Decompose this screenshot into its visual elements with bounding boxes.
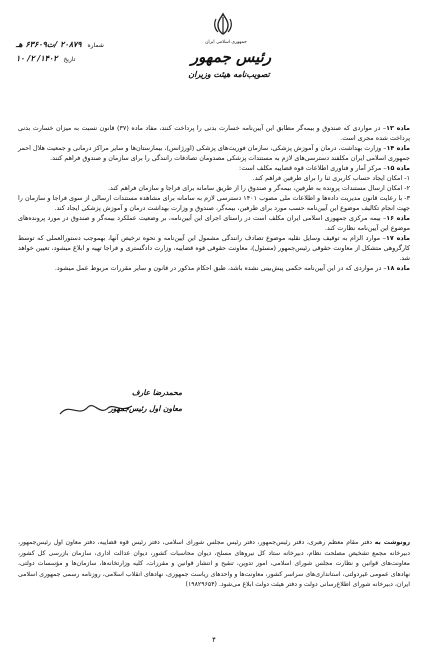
articles-body	[18, 123, 410, 273]
letter-date-row	[16, 54, 77, 63]
cc-list: دفتر مقام معظم رهبری، دفتر رئیس‌جمهور، دفتر رئیس مجلس شورای اسلامی، دفتر رئیس قوه قضاییه، دفتر معاون اول رئیس‌جمهور، دبیرخانه مجمع تشخیص مصلحت نظام، دبیرخانه ستاد کل نیروهای مسلح، دیوان محاسبات کشور، دیوان عدالت اداری، سازمان بازرسی کل کشور، معاونت‌های قوانین و نظارت مجلس شورای اسلامی، امور تدوین، تنقیح و انتشار قوانین و مقررات، کلیه وزارتخانه‌ها، سازمان‌ها و مؤسسات دولتی، نهادهای عمومی غیردولتی، استانداری‌های سراسر کشور، معاونت‌ها و واحدهای ریاست جمهوری، نهادهای انقلاب اسلامی، روزنامه رسمی جمهوری اسلامی ایران، دبیرخانه شورای اطلاع‌رسانی دولت و دفتر هیئت دولت ابلاغ می‌شود.	[18, 539, 410, 588]
copy-recipients	[18, 538, 410, 591]
signer-name: محمدرضا عارف	[131, 388, 182, 397]
article-paragraph: ماده ۱۵– مرکز آمار و فناوری اطلاعات قوه قضاییه مکلف است:	[239, 164, 410, 172]
cc-label: رونوشت به	[374, 539, 411, 546]
date-label: تاریخ	[63, 56, 76, 63]
number-value: ۲۰۸۷۹ /ت۶۳۶۰۹ هـ	[16, 40, 82, 49]
article-clause: ۳- با رعایت قانون مدیریت داده‌ها و اطلاعات ملی مصوب ۱۴۰۱ دسترسی لازم به سامانه برای مشاهده مستندات ارسالی از سوی فراجا و سازمان را جهت انجام تکالیف موضوع این آیین‌نامه حسب مورد برای طرفین، بیمه‌گر، صندوق و وزارت بهداشت درمان و آموزش پزشکی ایجاد کند.	[18, 194, 410, 212]
letter-number-row	[16, 40, 106, 49]
cc-code: (۱۹۸۲۹۶۵۴)	[185, 581, 217, 588]
article-paragraph: ماده ۱۳– در مواردی که صندوق و بیمه‌گر مطابق این آیین‌نامه خسارت بدنی را پرداخت کنند، مفاد ماده (۳۷) قانون نسبت به میزان خسارت بدنی پرداخت شده مجری است.	[18, 124, 410, 142]
article-paragraph: ماده ۱۴– وزارت بهداشت، درمان و آموزش پزشکی، سازمان فوریت‌های پزشکی (اورژانس)، بیمارستان‌ها و سایر مراکز درمانی و جمعیت هلال احمر جمهوری اسلامی ایران مکلفند دسترسی‌های لازم به مستندات پزشکی مصدومان تصادفات رانندگی را برای سازمان و صندوق فراهم کنند.	[18, 144, 410, 162]
signer-title: معاون اول رئیس‌جمهور	[109, 404, 182, 413]
iran-emblem-icon	[212, 12, 234, 36]
article-clause: ۲- امکان ارسال مستندات پرونده به طرفین، بیمه‌گر و صندوق را از طریق سامانه برای فراجا و سازمان فراهم کند.	[107, 184, 410, 192]
president-title: رئیس جمهور	[190, 48, 272, 66]
article-paragraph: ماده ۱۸– در مواردی که در این آیین‌نامه حکمی پیش‌بینی نشده باشد، طبق احکام مذکور در قانون و سایر مقررات مربوط عمل میشود.	[54, 264, 410, 272]
article-paragraph: ماده ۱۶– بیمه مرکزی جمهوری اسلامی ایران مکلف است در راستای اجرای این آیین‌نامه، بر وضعیت عملکرد بیمه‌گر و صندوق در مورد پرونده‌های موضوع این آیین‌نامه نظارت کند.	[18, 214, 410, 232]
number-label: شماره	[87, 42, 104, 49]
page-number: ۴	[212, 636, 216, 644]
date-value: ۱۴۰۲/ ۲/ ۱۰	[16, 54, 58, 63]
article-paragraph: ماده ۱۷– موارد الزام به توقیف وسایل نقلیه موضوع تصادف رانندگی مشمول این آیین‌نامه و نحوه ترخیص آنها، بهموجب دستورالعملی که توسط کارگروهی متشکل از معاونت حقوقی رئیس‌جمهور (مسئول)، معاونت حقوقی قوه قضاییه، وزارت دادگستری و فراجا تهیه و ابلاغ میشود، تعیین خواهد شد.	[18, 234, 411, 262]
republic-label: جمهوری اسلامی ایران	[205, 40, 247, 45]
article-clause: ۱- امکان ایجاد حساب کاربری ثنا را برای طرفین فراهم کند.	[252, 174, 410, 182]
approval-title: تصویب‌نامه هیئت وزیران	[188, 70, 270, 79]
